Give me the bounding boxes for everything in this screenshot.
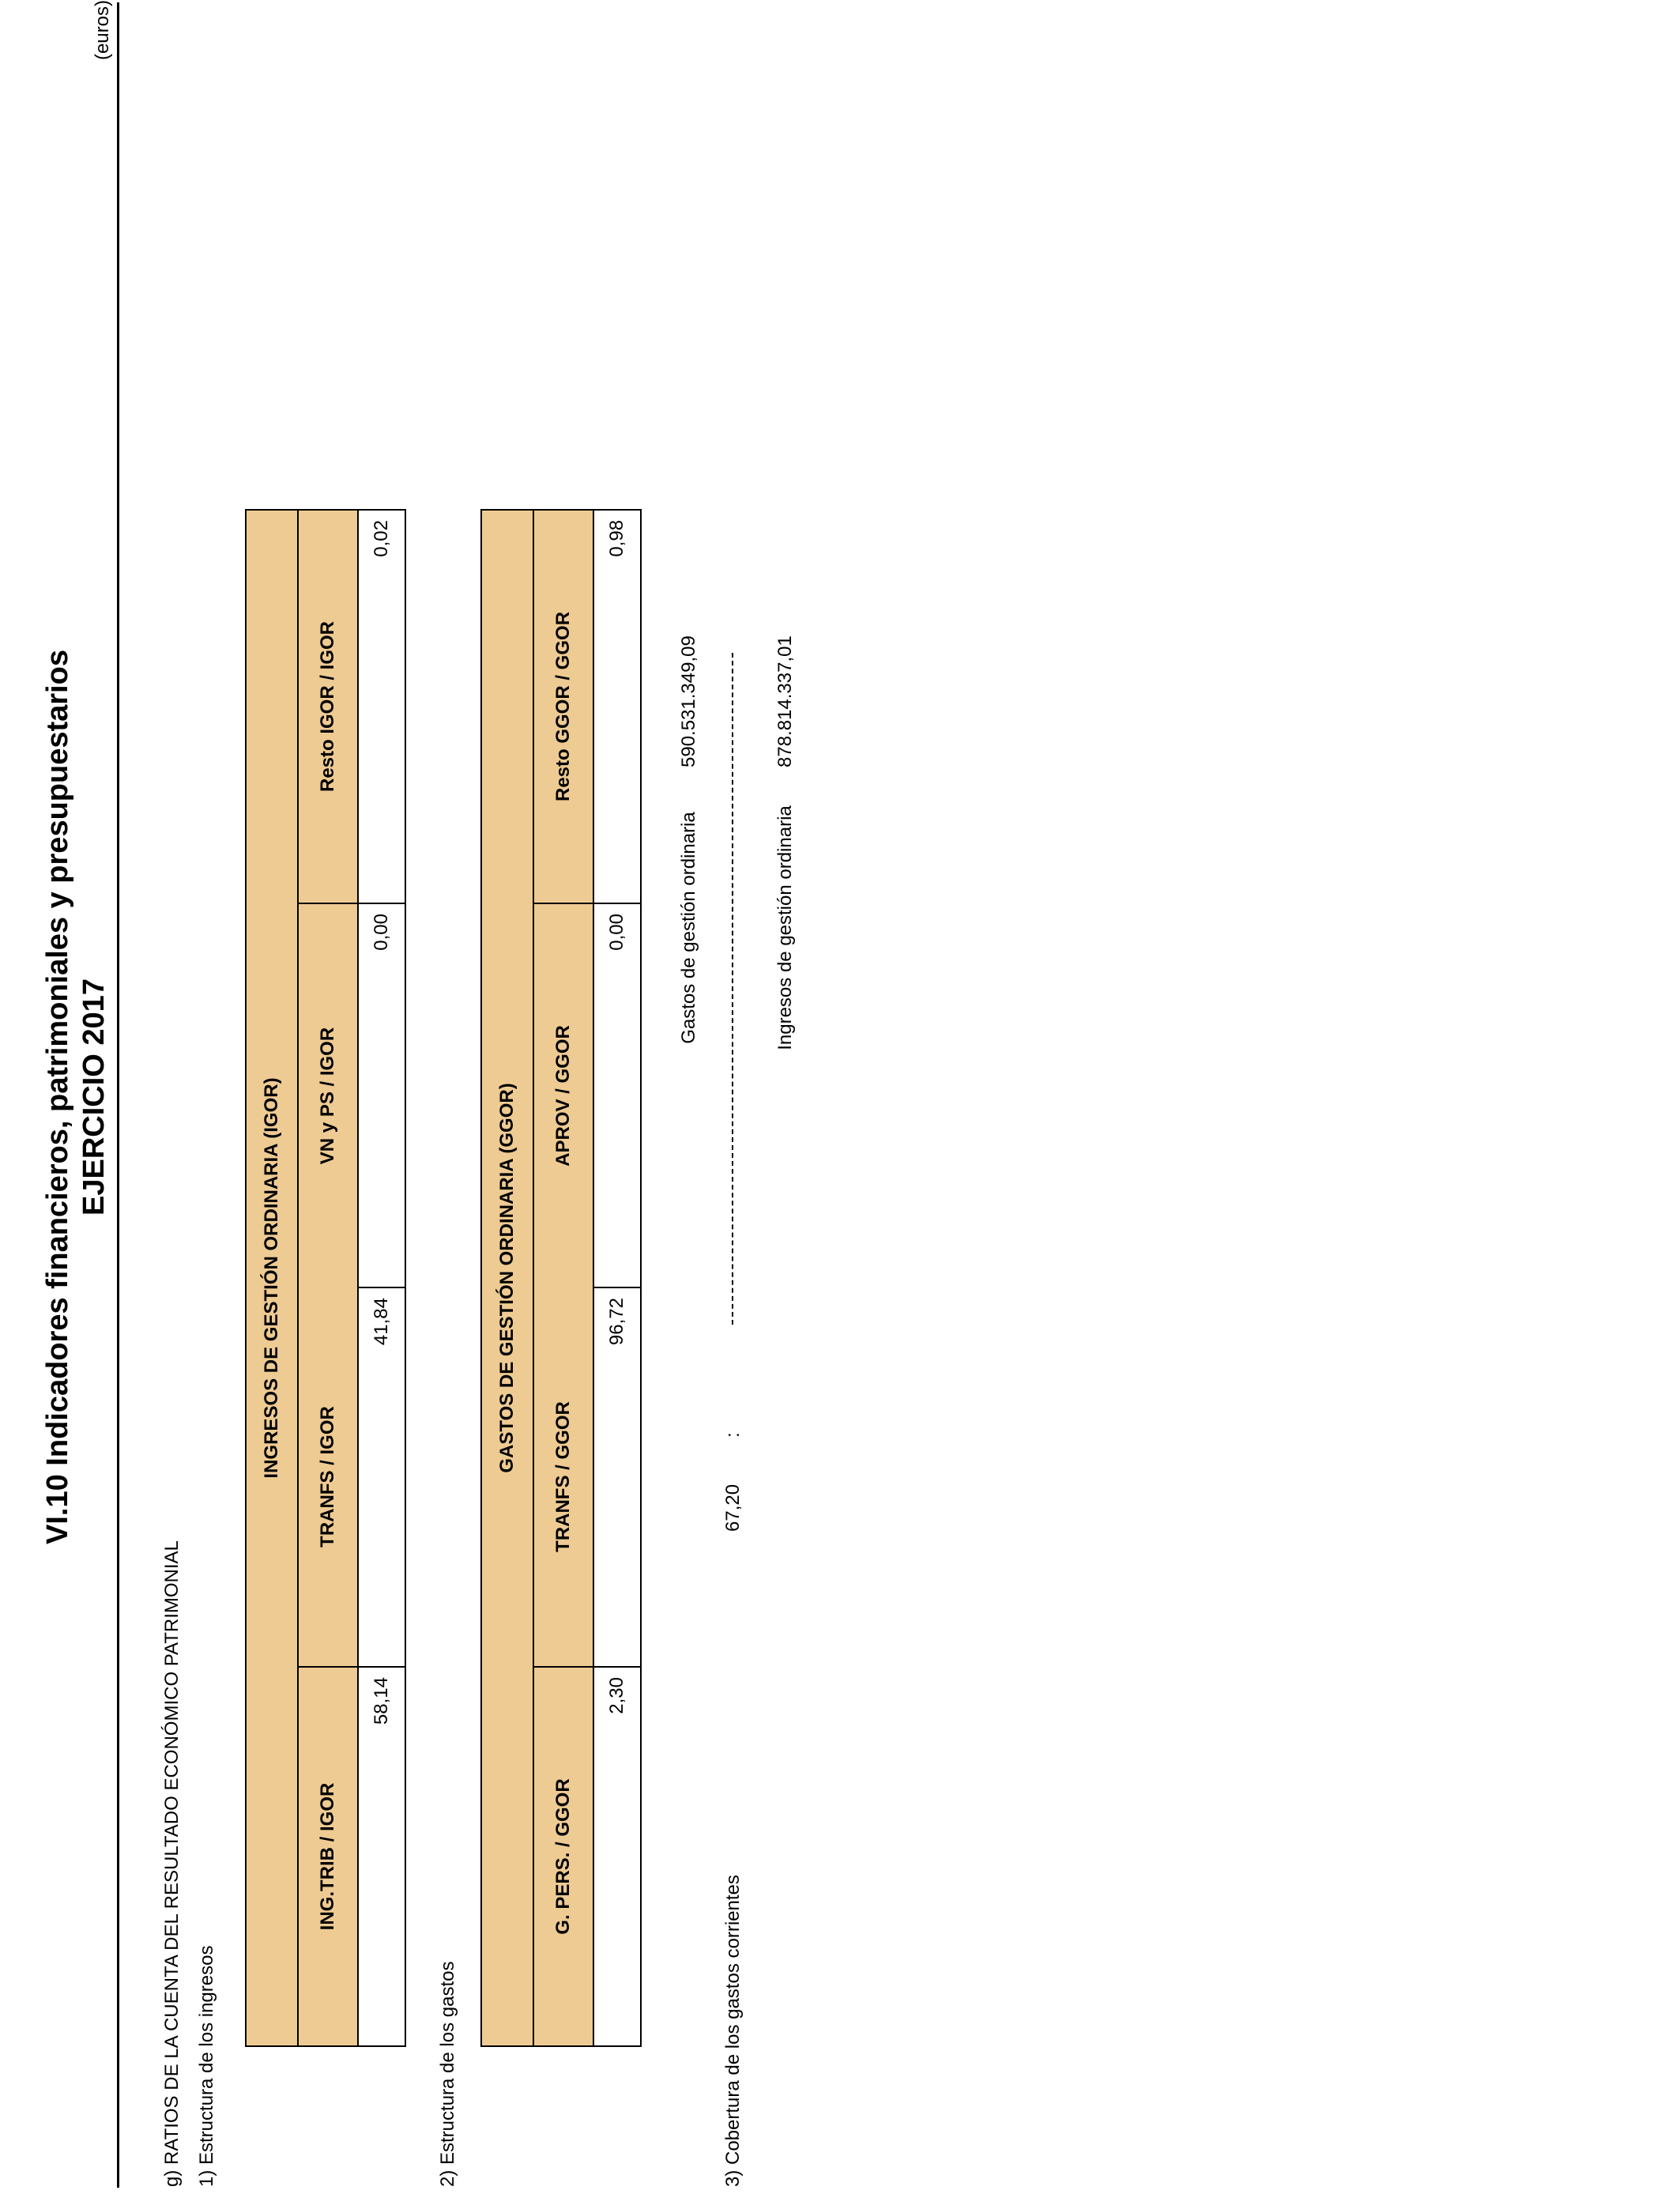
expenses-col-header: APROV / GGOR — [533, 903, 593, 1287]
coverage-denominator-value: 878.814.337,01 — [774, 635, 796, 767]
coverage-section-label: 3) Cobertura de los gastos corrientes — [722, 1875, 744, 2187]
income-section-label: 1) Estructura de los ingresos — [196, 1945, 217, 2187]
header-rule — [117, 2, 119, 2188]
coverage-separator: : — [722, 1432, 744, 1438]
income-ratios-table — [245, 509, 406, 2047]
fraction-line — [732, 653, 733, 1325]
income-col-header: VN y PS / IGOR — [298, 903, 358, 1287]
expenses-value-cell: 0,00 — [593, 903, 641, 1287]
coverage-numerator-value: 590.531.349,09 — [678, 635, 699, 767]
page-title: VI.10 Indicadores financieros, patrimoniales y presupuestarios — [41, 650, 74, 1544]
expenses-value-cell: 0,98 — [593, 510, 641, 903]
coverage-denominator-label: Ingresos de gestión ordinaria — [774, 805, 796, 1050]
expenses-col-header: G. PERS. / GGOR — [533, 1667, 593, 2046]
section-title: g) RATIOS DE LA CUENTA DEL RESULTADO ECONÓMICO PATRIMONIAL — [161, 1540, 183, 2187]
income-col-header: Resto IGOR / IGOR — [298, 510, 358, 903]
income-value-cell: 58,14 — [358, 1667, 405, 2046]
page-subtitle: EJERCICIO 2017 — [77, 978, 111, 1216]
income-value-cell: 41,84 — [358, 1287, 405, 1667]
coverage-numerator-label: Gastos de gestión ordinaria — [678, 812, 699, 1044]
expenses-group-header: GASTOS DE GESTIÓN ORDINARIA (GGOR) — [481, 510, 533, 2046]
expenses-col-header: TRANFS / GGOR — [533, 1287, 593, 1667]
income-value-cell: 0,00 — [358, 903, 405, 1287]
income-group-header: INGRESOS DE GESTIÓN ORDINARIA (IGOR) — [246, 510, 298, 2046]
expenses-value-cell: 96,72 — [593, 1287, 641, 1667]
expenses-col-header: Resto GGOR / GGOR — [533, 510, 593, 903]
expenses-ratios-table — [480, 509, 642, 2047]
expenses-value-cell: 2,30 — [593, 1667, 641, 2046]
income-value-cell: 0,02 — [358, 510, 405, 903]
coverage-value: 67,20 — [722, 1483, 744, 1532]
income-col-header: ING.TRIB / IGOR — [298, 1667, 358, 2046]
expenses-section-label: 2) Estructura de los gastos — [437, 1961, 458, 2187]
income-col-header: TRANFS / IGOR — [298, 1287, 358, 1667]
units-label: (euros) — [92, 0, 113, 61]
